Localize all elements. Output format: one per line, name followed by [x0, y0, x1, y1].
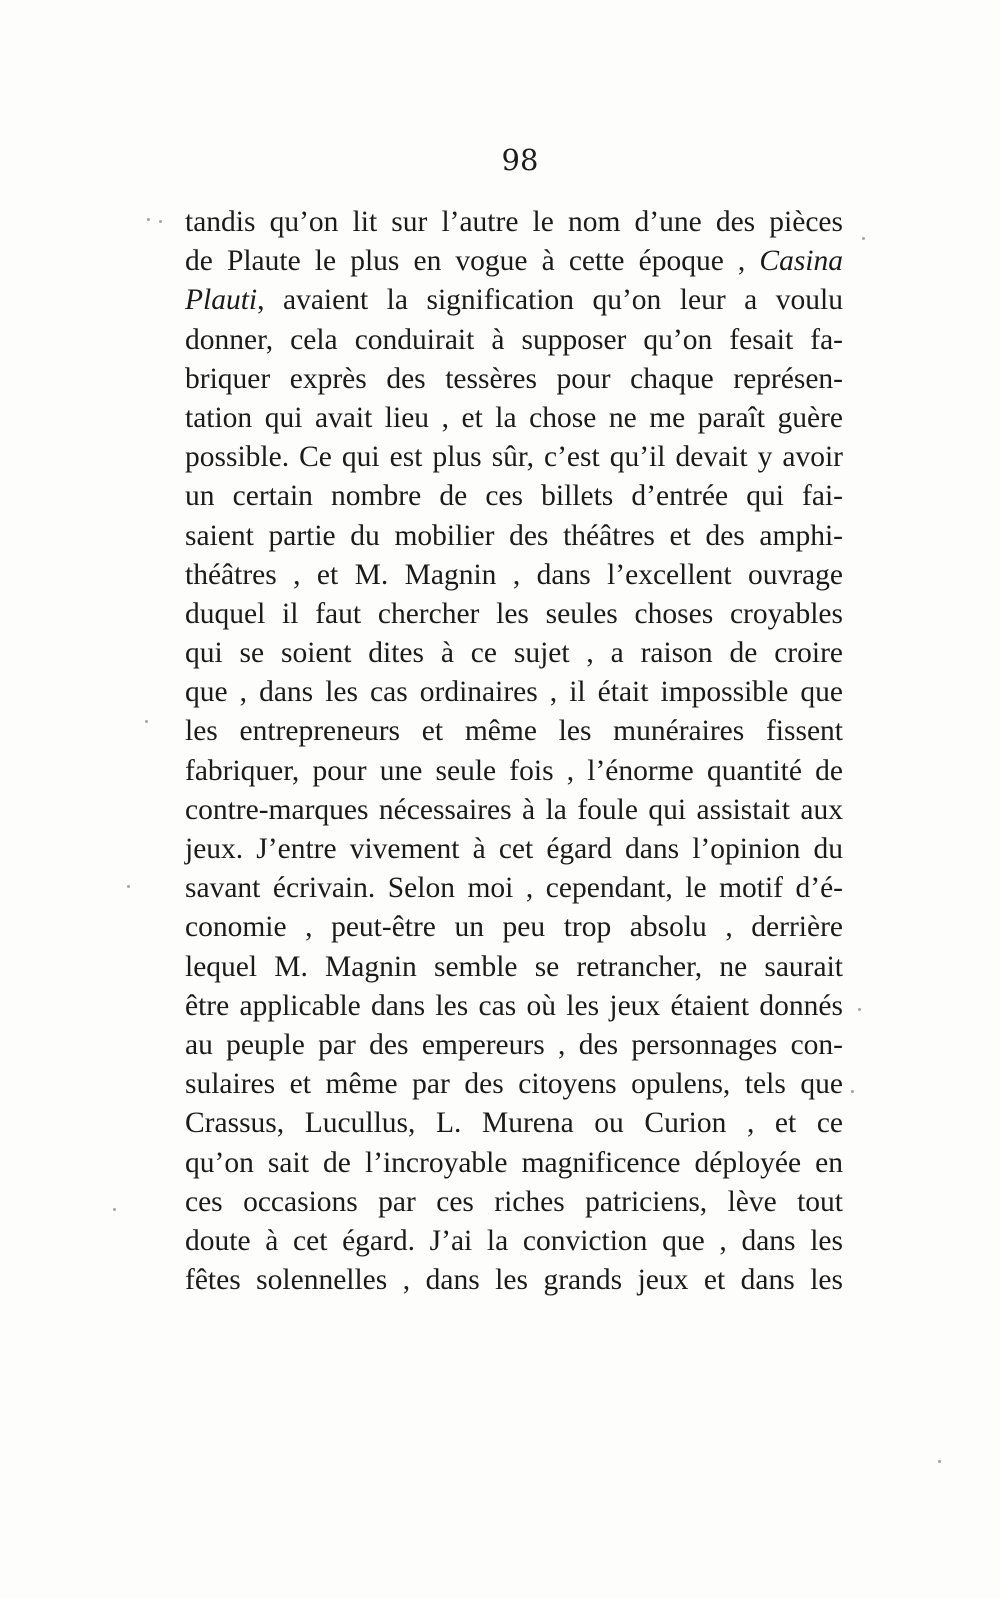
text-line [185, 1104, 843, 1143]
text-line [185, 360, 843, 399]
text-line [185, 712, 843, 751]
italic-text: Plauti [185, 284, 258, 317]
text-line [185, 242, 843, 281]
text-segment: de Plaute le plus en vogue à cette époque , [185, 245, 760, 278]
text-segment: savant écrivain. Selon moi , cependant, le motif d’é- [185, 872, 843, 905]
text-segment: au peuple par des empereurs , des personnages con- [185, 1028, 843, 1061]
text-segment: lequel M. Magnin semble se retrancher, ne saurait [185, 950, 843, 983]
text-line [185, 477, 843, 516]
text-segment: duquel il faut chercher les seules choses croyables [185, 597, 843, 630]
scan-speck [113, 1208, 116, 1211]
scan-speck [862, 237, 865, 240]
text-line [185, 791, 843, 830]
text-segment: qui se soient dites à ce sujet , a raison de croire [185, 637, 843, 670]
text-line [185, 556, 843, 595]
text-line [185, 948, 843, 987]
text-line [185, 1144, 843, 1183]
page-number: 98 [501, 143, 539, 177]
text-segment: jeux. J’entre vivement à cet égard dans l’opinion du [185, 833, 843, 865]
text-segment: fêtes solennelles , dans les grands jeux et dans les [185, 1264, 843, 1297]
text-line [185, 321, 843, 360]
text-segment: fabriquer, pour une seule fois , l’énorme quantité de [185, 754, 843, 787]
text-segment: saient partie du mobilier des théâtres et des amphi- [185, 519, 843, 552]
text-segment: un certain nombre de ces billets d’entrée qui fai- [185, 480, 843, 513]
text-line [185, 830, 843, 869]
text-line [185, 634, 843, 673]
body-text [185, 203, 843, 1300]
text-line [185, 908, 843, 947]
text-line [185, 438, 843, 477]
text-line [185, 281, 843, 320]
text-line [185, 1222, 843, 1261]
italic-text: Casina [759, 245, 843, 278]
text-segment: briquer exprès des tessères pour chaque représen- [185, 362, 843, 395]
text-line [185, 869, 843, 908]
text-segment: doute à cet égard. J’ai la conviction que , dans les [185, 1224, 843, 1257]
text-line [185, 517, 843, 556]
text-segment: tandis qu’on lit sur l’autre le nom d’une des pièces [185, 206, 843, 238]
text-segment: Crassus, Lucullus, L. Murena ou Curion , et ce [185, 1107, 843, 1140]
text-line [185, 399, 843, 438]
text-segment: contre-marques nécessaires à la foule qui assistait aux [185, 793, 843, 826]
text-segment: possible. Ce qui est plus sûr, c’est qu’il devait y avoir [185, 441, 843, 474]
text-line [185, 1183, 843, 1222]
text-line [185, 1065, 843, 1104]
text-segment: que , dans les cas ordinaires , il était impossible que [185, 676, 843, 709]
scan-speck [858, 1008, 861, 1011]
text-line [185, 673, 843, 712]
text-line [185, 1026, 843, 1065]
text-segment: conomie , peut-être un peu trop absolu , derrière [185, 911, 843, 944]
text-segment: tation qui avait lieu , et la chose ne me paraît guère [185, 401, 843, 434]
scan-speck [145, 720, 148, 723]
text-segment: donner, cela conduirait à supposer qu’on fesait fa- [185, 323, 843, 356]
text-line [185, 752, 843, 791]
text-line [185, 987, 843, 1026]
scan-speck [127, 885, 130, 888]
text-segment: théâtres , et M. Magnin , dans l’excellent ouvrage [185, 558, 843, 591]
scan-speck [159, 220, 162, 223]
text-segment: qu’on sait de l’incroyable magnificence déployée en [185, 1146, 843, 1179]
text-segment: ces occasions par ces riches patriciens, lève tout [185, 1185, 843, 1218]
scan-speck [938, 1460, 941, 1463]
scan-speck [147, 218, 150, 221]
text-segment: les entrepreneurs et même les munéraires fissent [185, 715, 843, 748]
text-line [185, 203, 843, 242]
text-line [185, 595, 843, 634]
text-segment: sulaires et même par des citoyens opulens, tels que [185, 1068, 843, 1101]
text-segment: , avaient la signification qu’on leur a voulu [257, 284, 843, 317]
scan-speck [851, 1090, 854, 1093]
text-segment: être applicable dans les cas où les jeux étaient donnés [185, 989, 843, 1022]
text-line [185, 1261, 843, 1300]
